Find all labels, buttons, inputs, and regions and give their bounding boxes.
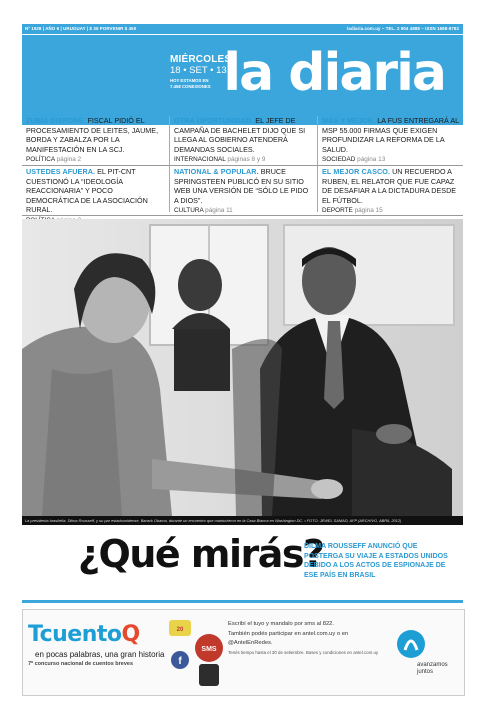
teaser-section: INTERNACIONAL [174,156,226,164]
teaser-page: página 11 [205,207,233,215]
contest-logo-text: Tcuento [28,622,122,647]
photo-caption [22,516,463,525]
section-divider [22,600,463,603]
headline-deck: DILMA ROUSSEFF ANUNCIÓ QUE POSTERGA SU VIAJE A ESTADOS UNIDOS DEBIDO A LOS ACTOS DE ESPIONAJE DE ESE PAÍS EN BRASIL [304,543,448,579]
teaser-text: BRUCE SPRINGSTEEN PUBLICÓ EN SU SITIO WEB UNA VERSIÓN DE “SÓLO LE PIDO A DIOS”. [174,167,309,205]
newspaper-logo[interactable]: la diaria [223,43,445,103]
weekday: MIÉRCOLES [170,54,232,65]
advertisement[interactable] [22,609,465,696]
sponsor-logo [391,624,455,684]
teaser-kicker: EL MEJOR CASCO. [322,167,391,176]
teaser-section: DEPORTE [322,207,353,215]
date-block [170,54,231,89]
sms-icon-label: SMS [201,646,217,653]
masthead [22,35,463,125]
contact-info: ladiaria.com.uy – TEL. 2 904 4888 – ISSN 1688-8782 [347,26,459,31]
issue-info: Nº 1928 | AÑO 6 | URUGUAY | $ 35 PORVENIR $ 450 [25,26,137,31]
row-divider [22,215,463,216]
lead-photo[interactable] [22,219,463,516]
teaser-kicker: MÁS Y MEJOR. [322,116,376,125]
teaser-kicker: OTRA OPORTUNIDAD. [174,116,254,125]
teaser[interactable] [322,116,460,164]
teaser[interactable] [174,167,312,215]
teaser-kicker: NATIONAL & POPULAR. [174,167,259,176]
main-headline[interactable]: ¿Qué mirás? [78,532,324,576]
phone-icon [199,664,219,686]
teaser-kicker: ZUBÍA DISPONE. [26,116,86,125]
contest-edition: 7º concurso nacional de cuentos breves [28,661,134,667]
teaser-page: página 15 [354,207,383,215]
top-info-bar [22,24,463,34]
connections-note: HOY ESTAMOS EN 7.458 CONEXIONES [170,78,211,89]
teaser-text: UN RECUERDO A RUBEN, EL RELATOR QUE FUE CAPAZ DE DESAFIAR A LA DICTADURA DESDE EL FÚTBOL. [322,167,457,205]
teaser-page: página 2 [56,156,82,164]
svg-text:f: f [178,656,182,667]
contest-logo [28,622,140,648]
teaser-text: EL PIT-CNT CUESTIONÓ LA “IDEOLOGÍA REACCIONARIA” Y POCO DEMOCRÁTICA DE LA ASOCIACIÓN RURAL. [26,167,148,215]
teaser-section: CULTURA [174,207,204,215]
ad-line-1: Escribí el tuyo y mandalo por sms al 822. [228,621,335,627]
teaser-text: LA FUS ENTREGARÁ AL MSP 55.000 FIRMAS QUE EXIGEN PROFUNDIZAR LA REFORMA DE LA SALUD. [322,116,459,154]
ad-line-2: También podés participar en antel.com.uy o en @AntelEnRedes. [228,630,349,646]
ad-copy [228,620,383,656]
issue-date: 18 • SET • 13 [170,65,227,76]
contest-logo-q: Q [121,622,140,647]
sponsor-tagline: avanzamos juntos [417,662,448,675]
column-divider [169,116,170,212]
photo-illustration [22,219,463,516]
ad-terms: Tenés tiempo hasta el 30 de setiembre. Bases y condiciones en antel.com.uy [228,649,379,655]
teaser-section: SOCIEDAD [322,156,356,164]
badge-icon-label: 20 [176,627,184,633]
antel-icon [391,624,431,664]
social-icons-cluster [165,618,237,690]
teaser-kicker: USTEDES AFUERA. [26,167,96,176]
teaser-page: página 13 [357,156,386,164]
column-divider [317,116,318,212]
row-divider [22,165,463,166]
teaser-text: EL JEFE DE CAMPAÑA DE BACHELET DIJO QUE SI LLEGA AL GOBIERNO ATENDERÁ DEMANDAS SOCIALES. [174,116,306,154]
teaser[interactable] [322,167,460,215]
teaser-section: POLÍTICA [26,156,55,164]
teaser[interactable] [26,116,164,164]
teaser[interactable] [26,167,164,225]
teaser[interactable] [174,116,312,164]
teaser-text: FISCAL PIDIÓ EL PROCESAMIENTO DE LEITES, JAUME, BORDA Y ZABALZA POR LA MANIFESTACIÓN EN LA SCJ. [26,116,159,154]
teaser-page: páginas 8 y 9 [227,156,266,164]
contest-tagline: en pocas palabras, una gran historia [35,650,165,659]
caption-text: La presidenta brasileña, Dilma Rousseff, y su par estadounidense, Barack Obama, durante un encuentro que mantuvieron en la Casa Blanca en Washington DC. • FOTO: JEWEL SAMAD, AFP (ARCHIVO, ABRIL 2012) [25,518,402,523]
